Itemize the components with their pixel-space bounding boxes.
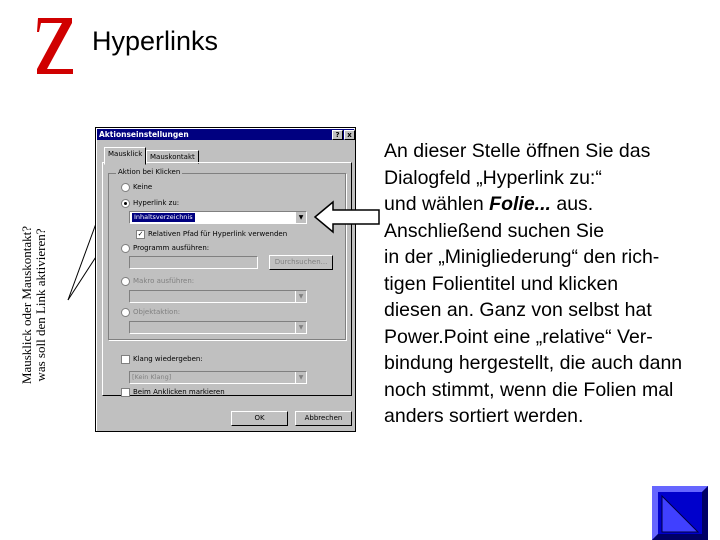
body-line-3-emph: Folie...: [489, 193, 551, 215]
object-select[interactable]: [129, 321, 307, 334]
play-sound-checkbox[interactable]: [121, 355, 130, 364]
body-line-4: Anschließend suchen Sie: [384, 219, 605, 242]
radio-none[interactable]: [121, 183, 130, 192]
program-input[interactable]: [129, 256, 258, 269]
vertical-note-line-1: Mausklick oder Mauskontakt?: [19, 225, 34, 385]
relative-path-checkbox[interactable]: ✓: [137, 230, 144, 238]
ok-button[interactable]: OK: [231, 411, 288, 426]
slide-title: Hyperlinks: [92, 26, 219, 56]
body-text: [384, 138, 720, 430]
relative-path-label: Relativen Pfad für Hyperlink verwenden: [148, 230, 288, 238]
body-line-5: in der „Minigliederung“ den rich-: [384, 246, 660, 268]
back-nav-button[interactable]: [652, 486, 708, 540]
body-line-8: Power.Point eine „relative“ Ver-: [384, 325, 653, 348]
body-line-10: noch stimmt, wenn die Folien mal: [384, 378, 674, 401]
vertical-note-line-2: was soll den Link aktivieren?: [33, 228, 48, 382]
body-line-3-a: und wählen: [384, 193, 490, 215]
help-button[interactable]: ?: [332, 130, 343, 140]
group-label: Aktion bei Klicken: [118, 168, 181, 176]
body-line-9: bindung hergestellt, die auch dann: [384, 352, 683, 374]
highlight-label: Beim Anklicken markieren: [133, 388, 225, 396]
sound-select[interactable]: [129, 371, 307, 384]
sound-select-value: [Kein Klang]: [132, 373, 172, 381]
radio-object[interactable]: [121, 308, 130, 317]
hyperlink-select[interactable]: [129, 211, 307, 224]
play-sound-label: Klang wiedergeben:: [133, 355, 203, 363]
chevron-down-icon[interactable]: ▼: [295, 372, 306, 383]
radio-hyperlink-label: Hyperlink zu:: [133, 199, 180, 207]
cancel-button[interactable]: Abbrechen: [295, 411, 352, 426]
chevron-down-icon[interactable]: ▼: [295, 322, 306, 333]
dialog-titlebar: [97, 129, 354, 140]
tab-mauskontakt[interactable]: Mauskontakt: [146, 150, 199, 164]
body-line-3-b: aus.: [550, 193, 594, 215]
radio-none-label: Keine: [133, 183, 153, 191]
radio-macro[interactable]: [121, 277, 130, 286]
radio-object-label: Objektaktion:: [133, 308, 181, 316]
body-line-2: Dialogfeld „Hyperlink zu:“: [384, 166, 602, 189]
left-arrow-icon: [313, 200, 383, 234]
action-settings-dialog: [95, 127, 356, 432]
browse-button[interactable]: Durchsuchen...: [269, 255, 333, 270]
body-line-7: diesen an. Ganz von selbst hat: [384, 299, 652, 321]
close-button[interactable]: x: [344, 130, 355, 140]
body-line-11: anders sortiert werden.: [384, 405, 584, 427]
radio-macro-label: Makro ausführen:: [133, 277, 195, 285]
body-line-6: tigen Folientitel und klicken: [384, 272, 619, 295]
macro-select[interactable]: [129, 290, 307, 303]
hyperlink-select-value: Inhaltsverzeichnis: [134, 213, 193, 221]
chevron-down-icon[interactable]: ▼: [295, 291, 306, 302]
tab-mausklick[interactable]: Mausklick: [104, 147, 146, 165]
radio-hyperlink[interactable]: [121, 199, 130, 208]
body-line-1: An dieser Stelle öffnen Sie das: [384, 140, 651, 162]
radio-program[interactable]: [121, 244, 130, 253]
body-line-3: [384, 191, 720, 218]
dialog-title: Aktionseinstellungen: [99, 130, 189, 139]
highlight-checkbox[interactable]: [121, 388, 130, 397]
chevron-down-icon[interactable]: ▼: [295, 212, 306, 223]
radio-program-label: Programm ausführen:: [133, 244, 210, 252]
